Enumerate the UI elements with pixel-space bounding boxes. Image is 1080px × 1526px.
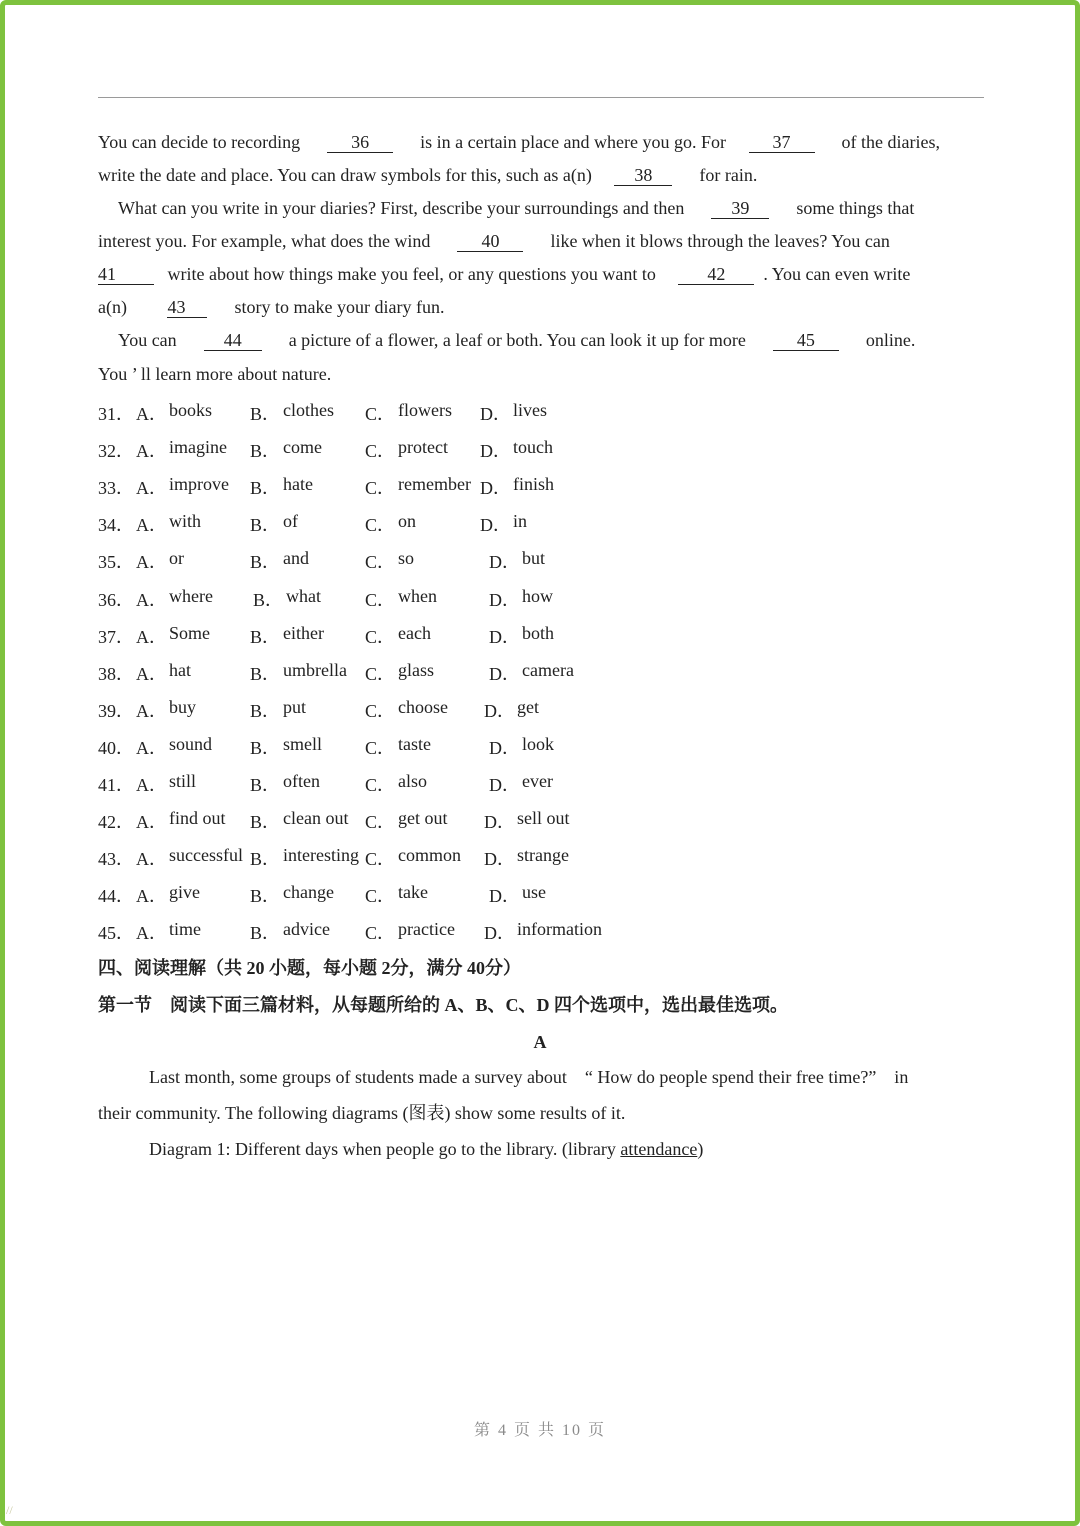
option-letter: B．: [250, 404, 281, 424]
diagram-caption: Diagram 1: Different days when people go to the library. (library attendance): [149, 1139, 704, 1159]
passage-line-8: You ’ ll learn more about nature.: [98, 364, 332, 384]
option-letter: D．: [489, 775, 520, 795]
option-text: buy: [169, 696, 196, 717]
option-letter: B．: [250, 626, 281, 647]
option-letter: D．: [480, 478, 511, 499]
option-text: finish: [513, 474, 555, 495]
option-letter: D．: [489, 663, 520, 684]
option-letter: C．: [365, 849, 396, 870]
blank-40: 40: [457, 231, 523, 252]
option-text: how: [522, 585, 553, 606]
option-text: successful: [169, 845, 243, 866]
option-letter: B．: [250, 478, 281, 499]
option-letter: C．: [365, 404, 396, 424]
page-footer: 第 4 页 共 10 页: [473, 1422, 606, 1439]
option-text: put: [283, 696, 307, 717]
option-letter: C．: [365, 515, 396, 536]
option-text: so: [398, 548, 415, 569]
blank-42: 42: [678, 264, 754, 285]
option-letter: A．: [136, 886, 167, 907]
option-text: camera: [522, 659, 574, 680]
option-text: come: [283, 437, 322, 458]
question-number: 43．: [98, 849, 134, 870]
option-text: take: [398, 882, 428, 903]
option-letter: C．: [365, 441, 396, 462]
option-letter: D．: [489, 737, 520, 758]
option-letter: A．: [136, 737, 167, 758]
question-number: 35．: [98, 552, 134, 573]
option-letter: A．: [136, 478, 167, 499]
option-letter: A．: [136, 589, 167, 610]
option-letter: D．: [484, 812, 515, 833]
passage-line-7: You can 44 a picture of a flower, a leaf or both. You can look it up for more 45 online.: [118, 330, 916, 350]
passage-line-2: write the date and place. You can draw symbols for this, such as a(n) 38 for rain.: [98, 165, 758, 185]
option-text: clean out: [283, 808, 349, 829]
option-text: taste: [398, 733, 431, 754]
option-letter: B．: [250, 700, 281, 721]
blank-43: 43: [167, 297, 207, 318]
question-number: 36．: [98, 589, 134, 610]
blank-38: 38: [614, 165, 672, 186]
reading-paragraph-2: their community. The following diagrams (图表) show some results of it.: [98, 1103, 626, 1123]
section-subheading: 第一节 阅读下面三篇材料，从每题所给的 A、B、C、D 四个选项中，选出最佳选项。: [98, 995, 788, 1015]
option-text: Some: [169, 622, 211, 643]
option-letter: B．: [250, 552, 281, 573]
option-text: sound: [169, 733, 213, 754]
option-letter: D．: [489, 589, 520, 610]
option-text: protect: [398, 437, 448, 458]
option-text: give: [169, 882, 200, 903]
blank-41: 41: [98, 264, 154, 285]
option-letter: D．: [480, 404, 511, 424]
option-text: imagine: [169, 437, 227, 458]
blank-37: 37: [749, 132, 815, 153]
option-text: advice: [283, 919, 330, 940]
option-text: and: [283, 548, 309, 569]
option-text: common: [398, 845, 461, 866]
header-rule: [98, 97, 984, 98]
option-letter: B．: [250, 812, 281, 833]
option-text: information: [517, 919, 602, 940]
option-letter: A．: [136, 849, 167, 870]
option-text: interesting: [283, 845, 359, 866]
option-letter: C．: [365, 552, 396, 573]
option-text: also: [398, 771, 427, 791]
option-text: practice: [398, 919, 455, 940]
blank-39: 39: [711, 198, 769, 219]
option-text: in: [513, 511, 528, 532]
option-letter: C．: [365, 626, 396, 647]
option-letter: C．: [365, 886, 396, 907]
option-letter: B．: [250, 737, 281, 758]
option-text: hat: [169, 659, 191, 680]
option-letter: A．: [136, 812, 167, 833]
option-letter: B．: [250, 775, 281, 795]
option-letter: A．: [136, 441, 167, 462]
option-text: still: [169, 771, 197, 791]
question-number: 37．: [98, 626, 134, 647]
option-letter: D．: [484, 923, 515, 944]
corner-mark: //: [6, 1503, 13, 1517]
option-letter: C．: [365, 589, 396, 610]
question-number: 41．: [98, 775, 134, 795]
passage-line-3: What can you write in your diaries? First, describe your surroundings and then 39 some things that: [118, 198, 915, 218]
option-text: time: [169, 919, 201, 940]
passage-line-6: a(n) 43 story to make your diary fun.: [98, 297, 445, 317]
option-text: each: [398, 622, 431, 643]
option-text: remember: [398, 474, 471, 495]
question-number: 45．: [98, 923, 134, 944]
passage-line-4: interest you. For example, what does the wind 40 like when it blows through the leaves? You can: [98, 231, 890, 251]
option-letter: D．: [489, 886, 520, 907]
question-number: 40．: [98, 737, 134, 758]
option-letter: B．: [250, 849, 281, 870]
option-text: glass: [398, 659, 434, 680]
option-text: both: [522, 622, 555, 643]
blank-36: 36: [327, 132, 393, 153]
option-letter: A．: [136, 663, 167, 684]
question-number: 38．: [98, 663, 134, 684]
option-letter: D．: [484, 849, 515, 870]
option-letter: A．: [136, 515, 167, 536]
option-text: use: [522, 882, 546, 903]
option-text: what: [286, 585, 321, 606]
option-letter: B．: [250, 886, 281, 907]
option-letter: A．: [136, 700, 167, 721]
option-text: get: [517, 696, 539, 717]
option-text: of: [283, 511, 298, 532]
option-text: improve: [169, 474, 229, 495]
question-number: 34．: [98, 515, 134, 536]
option-letter: C．: [365, 478, 396, 499]
section-heading: 四、阅读理解（共 20 小题，每小题 2分，满分 40分）: [98, 958, 521, 978]
option-letter: A．: [136, 923, 167, 944]
option-letter: D．: [480, 515, 511, 536]
option-text: lives: [513, 400, 547, 420]
option-text: with: [169, 511, 202, 532]
question-number: 33．: [98, 478, 134, 499]
attendance-word: attendance: [620, 1139, 698, 1159]
blank-44: 44: [204, 330, 262, 351]
question-number: 32．: [98, 441, 134, 462]
option-text: when: [398, 585, 437, 606]
option-letter: C．: [365, 775, 396, 795]
option-text: strange: [517, 845, 569, 866]
option-letter: D．: [489, 552, 520, 573]
option-letter: D．: [480, 441, 511, 462]
option-letter: B．: [250, 663, 281, 684]
option-text: change: [283, 882, 334, 903]
option-letter: A．: [136, 626, 167, 647]
option-text: clothes: [283, 400, 334, 420]
option-letter: A．: [136, 552, 167, 573]
option-letter: C．: [365, 923, 396, 944]
option-text: flowers: [398, 400, 452, 420]
option-text: either: [283, 622, 324, 643]
question-number: 42．: [98, 812, 134, 833]
option-text: choose: [398, 696, 448, 717]
option-letter: C．: [365, 700, 396, 721]
passage-line-5: 41 write about how things make you feel, or any questions you want to 42 . You can even write: [98, 264, 911, 284]
option-text: where: [169, 585, 213, 606]
option-text: look: [522, 733, 555, 754]
option-letter: B．: [250, 515, 281, 536]
passage-line-1: You can decide to recording 36 is in a certain place and where you go. For 37 of the diaries,: [98, 132, 940, 152]
passage-letter: A: [533, 1032, 547, 1052]
option-text: books: [169, 400, 213, 420]
option-text: umbrella: [283, 659, 347, 680]
question-number: 31．: [98, 404, 134, 424]
option-text: smell: [283, 733, 322, 754]
option-letter: A．: [136, 404, 167, 424]
option-text: get out: [398, 808, 448, 829]
option-letter: B．: [250, 441, 281, 462]
reading-paragraph-1: Last month, some groups of students made a survey about “ How do people spend their free time?” in: [149, 1067, 909, 1087]
option-text: sell out: [517, 808, 570, 829]
option-letter: B．: [253, 589, 284, 610]
option-text: often: [283, 771, 320, 791]
question-number: 44．: [98, 886, 134, 907]
option-letter: D．: [484, 700, 515, 721]
option-text: on: [398, 511, 416, 532]
blank-45: 45: [773, 330, 839, 351]
option-text: or: [169, 548, 184, 569]
option-letter: A．: [136, 775, 167, 795]
option-text: hate: [283, 474, 313, 495]
option-letter: C．: [365, 812, 396, 833]
option-letter: D．: [489, 626, 520, 647]
question-number: 39．: [98, 700, 134, 721]
option-letter: C．: [365, 663, 396, 684]
option-text: ever: [522, 771, 553, 791]
option-text: touch: [513, 437, 553, 458]
option-letter: B．: [250, 923, 281, 944]
option-text: but: [522, 548, 546, 569]
option-text: find out: [169, 808, 226, 829]
option-letter: C．: [365, 737, 396, 758]
